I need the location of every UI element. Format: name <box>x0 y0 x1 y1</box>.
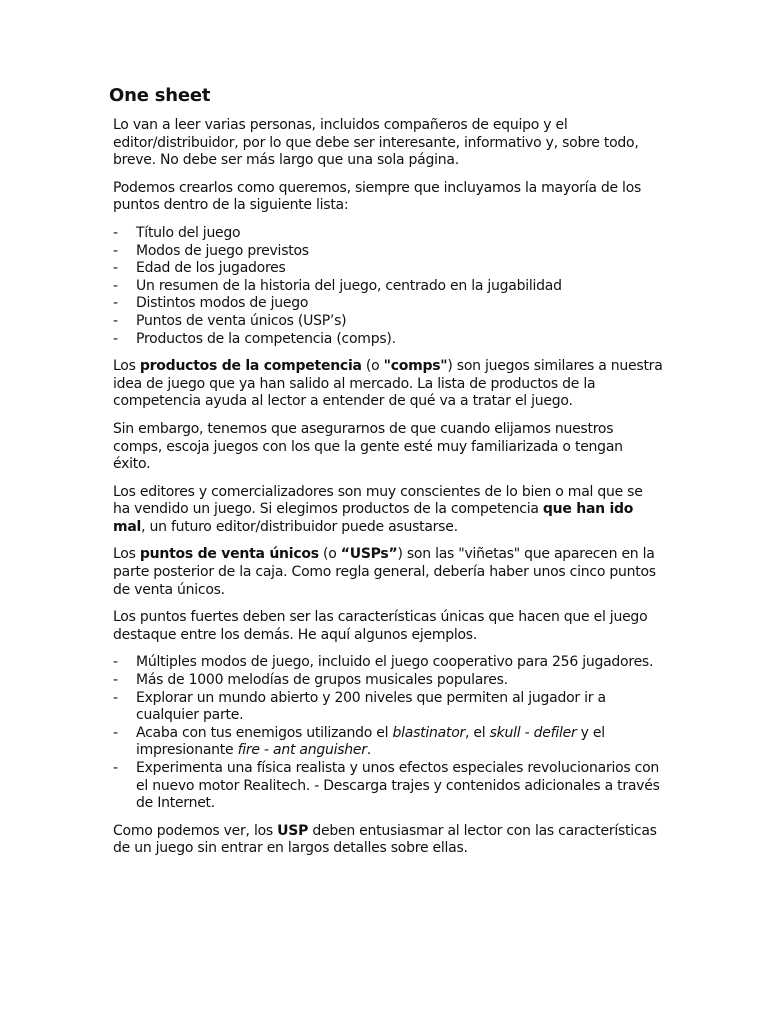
bold-term: “USPs” <box>340 546 398 563</box>
list-item: - Un resumen de la historia del juego, centrado en la jugabilidad <box>113 278 663 296</box>
list-item: - Título del juego <box>113 225 663 243</box>
text-run: Los editores y comercializadores son muy conscientes de lo bien o mal que se ha vendido un juego. Si elegimos productos de la competencia <box>113 483 643 518</box>
text-run: Acaba con tus enemigos utilizando el <box>136 724 393 741</box>
list-item: - Distintos modos de juego <box>113 295 663 313</box>
italic-term: skull - defiler <box>489 724 577 741</box>
text-run: Los <box>113 546 140 563</box>
text-run: y el impresionante <box>136 724 605 759</box>
text-run: Como podemos ver, los <box>113 822 278 839</box>
text-run: deben entusiasmar al lector con las características de un juego sin entrar en largos detalles sobre ellas. <box>113 822 657 857</box>
text-run: ) son las "viñetas" que aparecen en la parte posterior de la caja. Como regla general, debería haber unos cinco puntos de venta únicos. <box>113 546 656 598</box>
text-run: , un futuro editor/distribuidor puede asustarse. <box>141 518 458 535</box>
list-item: - Más de 1000 melodías de grupos musicales populares. <box>113 672 663 690</box>
document-body <box>113 117 663 868</box>
paragraph-comps <box>113 358 663 411</box>
text-run: . <box>366 742 371 759</box>
paragraph-publishers <box>113 484 663 537</box>
list-item: - Explorar un mundo abierto y 200 niveles que permiten al jugador ir a cualquier parte. <box>113 690 663 725</box>
paragraph-usps <box>113 546 663 599</box>
bold-term: puntos de venta únicos <box>139 546 319 563</box>
bold-term: que han ido mal <box>113 501 634 535</box>
text-run: , el <box>465 724 490 741</box>
italic-term: blastinator <box>392 724 466 741</box>
page-title: One sheet <box>109 85 211 106</box>
bold-term: "comps" <box>383 358 448 375</box>
list-item: - Experimenta una física realista y unos efectos especiales revolucionarios con el nuevo motor Realitech. - Descarga trajes y contenidos adicionales a través de Internet. <box>113 760 663 813</box>
italic-term: fire - ant anguisher <box>237 742 367 759</box>
paragraph-strengths: Los puntos fuertes deben ser las características únicas que hacen que el juego destaque entre los demás. He aquí algunos ejemplos. <box>113 609 648 643</box>
examples-list <box>113 654 663 812</box>
list-item: - Productos de la competencia (comps). <box>113 331 663 349</box>
text-run: (o <box>318 546 341 563</box>
text-run: (o <box>361 358 384 375</box>
paragraph-comps-choice: Sin embargo, tenemos que asegurarnos de que cuando elijamos nuestros comps, escoja juegos con los que la gente esté muy familiarizada o tengan éxito. <box>113 420 623 473</box>
bold-term: productos de la competencia <box>139 358 362 375</box>
points-list <box>113 225 663 348</box>
text-run: Los <box>113 358 140 375</box>
bold-term: USP <box>277 822 309 839</box>
list-item: - Puntos de venta únicos (USP’s) <box>113 313 663 331</box>
list-item: - Edad de los jugadores <box>113 260 663 278</box>
text-run: ) son juegos similares a nuestra idea de juego que ya han salido al mercado. La lista de productos de la competencia ayuda al lector a entender de qué va a tratar el juego. <box>113 358 663 410</box>
list-item <box>113 725 663 760</box>
list-item: - Modos de juego previstos <box>113 243 663 261</box>
paragraph-list-intro: Podemos crearlos como queremos, siempre que incluyamos la mayoría de los puntos dentro de la siguiente lista: <box>113 179 642 214</box>
paragraph-conclusion <box>113 823 663 858</box>
paragraph-intro: Lo van a leer varias personas, incluidos compañeros de equipo y el editor/distribuidor, por lo que debe ser interesante, informativo y, sobre todo, breve. No debe ser más largo que una sola página. <box>113 117 639 169</box>
list-item: - Múltiples modos de juego, incluido el juego cooperativo para 256 jugadores. <box>113 654 663 672</box>
